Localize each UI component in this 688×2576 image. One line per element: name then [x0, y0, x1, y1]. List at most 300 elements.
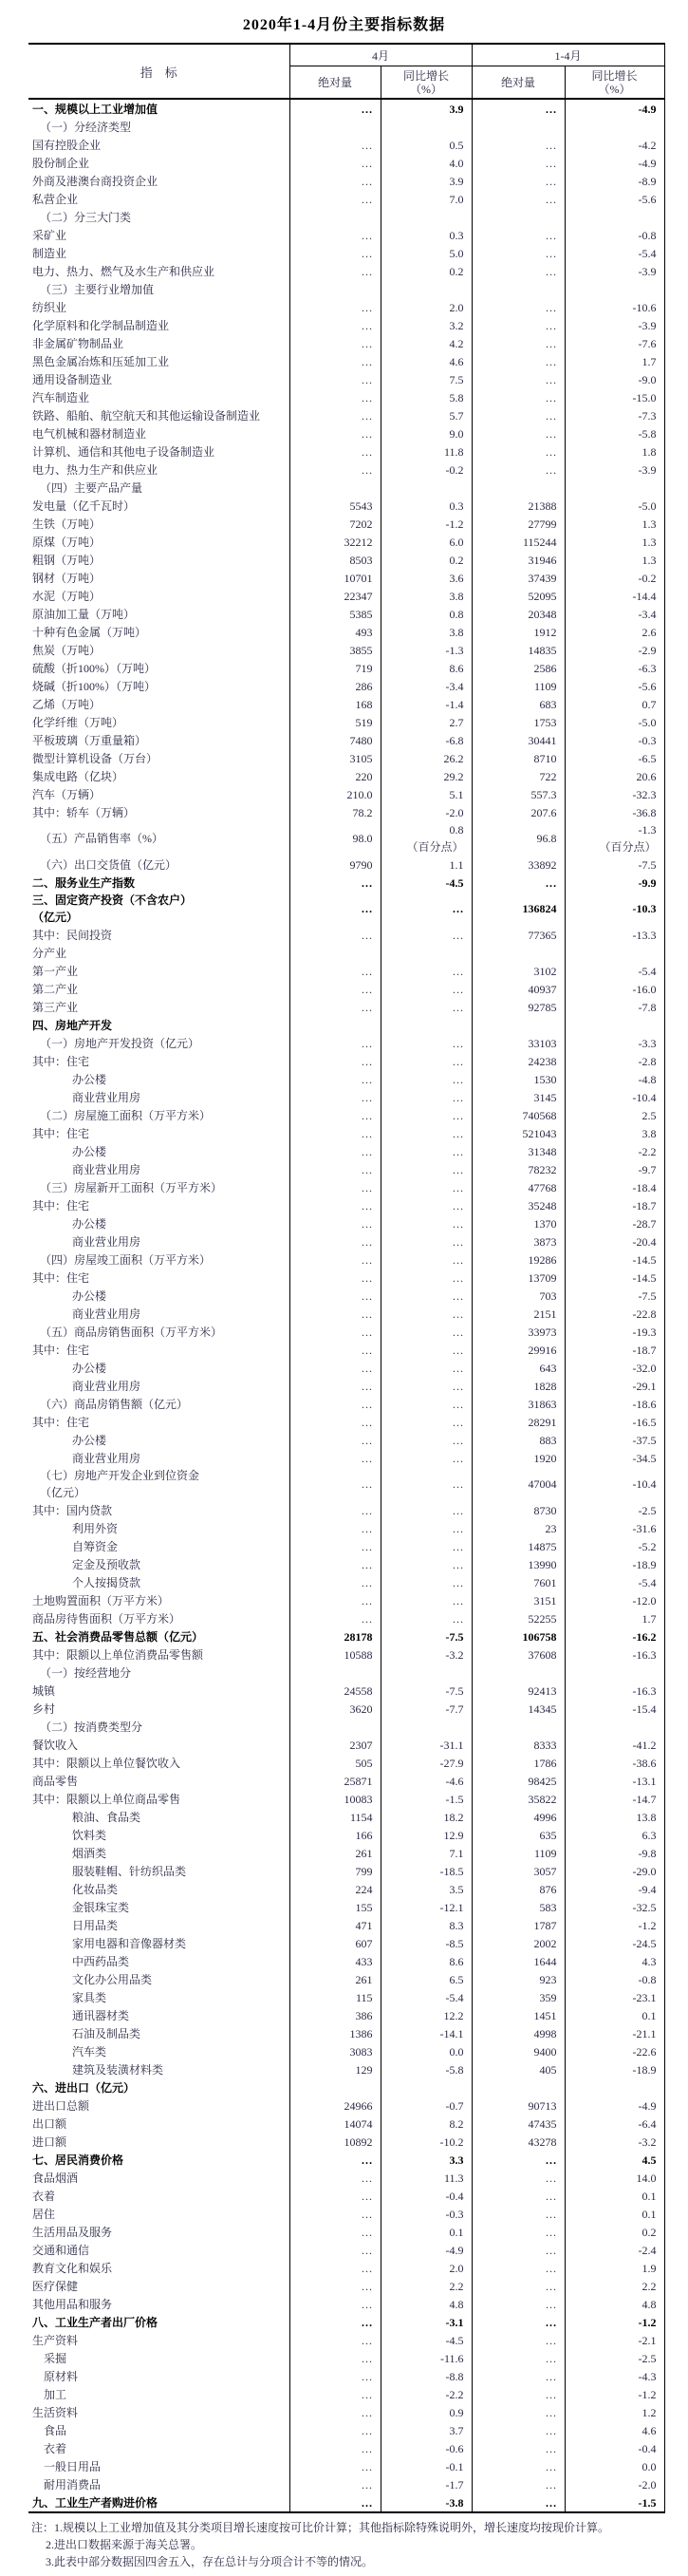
value-cell: -5.4 — [381, 1988, 472, 2006]
value-cell: … — [289, 172, 381, 190]
value-cell: -3.9 — [565, 262, 664, 280]
table-row — [28, 2457, 664, 2475]
value-cell: 1386 — [289, 2024, 381, 2042]
value-cell: 3.7 — [381, 2421, 472, 2439]
table-row — [28, 2385, 664, 2403]
value-cell: … — [381, 962, 472, 980]
value-cell: -14.4 — [565, 587, 664, 605]
value-cell: -16.0 — [565, 980, 664, 998]
table-row — [28, 1736, 664, 1754]
value-cell: 29916 — [472, 1341, 565, 1359]
table-row — [28, 1467, 664, 1501]
indicator-cell: 黑色金属冶炼和压延加工业 — [28, 352, 289, 370]
value-cell: … — [472, 2295, 565, 2313]
indicator-cell: （一）按经营地分 — [28, 1664, 289, 1682]
indicator-cell: 商品零售 — [28, 1772, 289, 1790]
value-cell: … — [289, 980, 381, 998]
value-cell: -11.6 — [381, 2349, 472, 2367]
value-cell: … — [289, 226, 381, 244]
value-cell: 1828 — [472, 1377, 565, 1395]
value-cell: 1753 — [472, 713, 565, 731]
value-cell: 521043 — [472, 1124, 565, 1142]
indicator-cell: 八、工业生产者出厂价格 — [28, 2313, 289, 2331]
table-row — [28, 2259, 664, 2277]
value-cell: 4.2 — [381, 334, 472, 352]
value-cell: 4.6 — [381, 352, 472, 370]
value-cell: -9.0 — [565, 370, 664, 388]
indicator-cell: （七）房地产开发企业到位资金 （亿元） — [28, 1467, 289, 1501]
table-row — [28, 2223, 664, 2241]
value-cell: 1786 — [472, 1754, 565, 1772]
value-cell: … — [472, 226, 565, 244]
table-row — [28, 1664, 664, 1682]
value-cell: … — [381, 1413, 472, 1431]
indicator-cell: 微型计算机设备（万台） — [28, 749, 289, 767]
indicator-cell: 电力、热力、燃气及水生产和供应业 — [28, 262, 289, 280]
value-cell: 13709 — [472, 1269, 565, 1287]
indicator-cell: 商业营业用房 — [28, 1232, 289, 1250]
value-cell: … — [289, 1537, 381, 1555]
value-cell: … — [381, 980, 472, 998]
value-cell: … — [289, 424, 381, 442]
value-cell: 5.7 — [381, 406, 472, 424]
indicator-cell: 四、房地产开发 — [28, 1016, 289, 1034]
indicator-cell: 中西药品类 — [28, 1952, 289, 1970]
table-row — [28, 1341, 664, 1359]
value-cell: -32.5 — [565, 1898, 664, 1916]
value-cell: … — [289, 1377, 381, 1395]
value-cell: -2.0 — [565, 2475, 664, 2493]
indicator-cell: 生活用品及服务 — [28, 2223, 289, 2241]
table-row — [28, 1088, 664, 1106]
value-cell: 33103 — [472, 1034, 565, 1052]
table-row — [28, 1808, 664, 1826]
value-cell: … — [472, 2169, 565, 2187]
value-cell: -16.2 — [565, 1627, 664, 1645]
value-cell: -9.4 — [565, 1880, 664, 1898]
value-cell: 0.2 — [381, 551, 472, 569]
value-cell: -6.8 — [381, 731, 472, 749]
value-cell: … — [289, 1609, 381, 1627]
value-cell: -38.6 — [565, 1754, 664, 1772]
value-cell: -10.6 — [565, 298, 664, 316]
value-cell: 2151 — [472, 1305, 565, 1323]
table-row — [28, 2187, 664, 2205]
value-cell: 0.7 — [565, 695, 664, 713]
value-cell: -4.9 — [565, 99, 664, 118]
table-row — [28, 605, 664, 623]
value-cell: 7480 — [289, 731, 381, 749]
indicator-cell: 办公楼 — [28, 1287, 289, 1305]
value-cell: -5.8 — [565, 424, 664, 442]
value-cell — [472, 2078, 565, 2097]
value-cell: 7.0 — [381, 190, 472, 208]
value-cell: 47004 — [472, 1467, 565, 1501]
value-cell: -2.9 — [565, 641, 664, 659]
value-cell: … — [289, 2241, 381, 2259]
indicator-cell: 其他用品和服务 — [28, 2295, 289, 2313]
value-cell: … — [289, 2385, 381, 2403]
value-cell: … — [289, 2439, 381, 2457]
indicator-cell: 非金属矿物制品业 — [28, 334, 289, 352]
header-april-absolute — [289, 66, 381, 100]
table-row — [28, 1880, 664, 1898]
value-cell: 0.8 — [381, 605, 472, 623]
value-cell: … — [289, 2259, 381, 2277]
value-cell: 78.2 — [289, 803, 381, 821]
indicator-cell: 其中：民间投资 — [28, 926, 289, 944]
value-cell: 3083 — [289, 2042, 381, 2060]
table-row — [28, 1232, 664, 1250]
value-cell: 799 — [289, 1862, 381, 1880]
value-cell: … — [472, 2385, 565, 2403]
table-header — [28, 44, 664, 99]
header-group-row — [28, 44, 664, 66]
value-cell: -14.5 — [565, 1269, 664, 1287]
value-cell: … — [381, 1196, 472, 1214]
value-cell: -23.1 — [565, 1988, 664, 2006]
indicators-table — [28, 43, 665, 2513]
value-cell: 27799 — [472, 515, 565, 533]
value-cell: -7.8 — [565, 998, 664, 1016]
value-cell — [472, 280, 565, 298]
indicator-cell: 第二产业 — [28, 980, 289, 998]
value-cell: 0.2 — [381, 262, 472, 280]
value-cell: -18.4 — [565, 1178, 664, 1196]
table-row — [28, 551, 664, 569]
indicator-cell: 化妆品类 — [28, 1880, 289, 1898]
value-cell: -8.5 — [381, 1934, 472, 1952]
value-cell: -18.5 — [381, 1862, 472, 1880]
value-cell: … — [381, 1214, 472, 1232]
indicator-cell: 办公楼 — [28, 1142, 289, 1160]
value-cell: -5.4 — [565, 962, 664, 980]
table-row — [28, 208, 664, 226]
value-cell: 28291 — [472, 1413, 565, 1431]
value-cell: 47768 — [472, 1178, 565, 1196]
value-cell: … — [381, 1555, 472, 1573]
indicator-cell: 商业营业用房 — [28, 1088, 289, 1106]
value-cell: -7.3 — [565, 406, 664, 424]
table-row — [28, 1718, 664, 1736]
table-row — [28, 99, 664, 118]
value-cell: -6.4 — [565, 2115, 664, 2133]
value-cell: -4.3 — [565, 2367, 664, 2385]
indicator-cell: （三）房屋新开工面积（万平方米） — [28, 1178, 289, 1196]
value-cell: -4.9 — [565, 2097, 664, 2115]
value-cell: 8333 — [472, 1736, 565, 1754]
value-cell: 4996 — [472, 1808, 565, 1826]
table-row — [28, 479, 664, 497]
value-cell: 10588 — [289, 1645, 381, 1664]
value-cell: … — [381, 1449, 472, 1467]
value-cell: -2.5 — [565, 1501, 664, 1519]
value-cell: 2.7 — [381, 713, 472, 731]
table-row — [28, 821, 664, 856]
value-cell: 26.2 — [381, 749, 472, 767]
value-cell: … — [289, 1323, 381, 1341]
value-cell: … — [289, 370, 381, 388]
table-row — [28, 2205, 664, 2223]
value-cell: 52255 — [472, 1609, 565, 1627]
value-cell: -14.1 — [381, 2024, 472, 2042]
value-cell: … — [289, 1305, 381, 1323]
value-cell: … — [289, 1088, 381, 1106]
value-cell: -37.5 — [565, 1431, 664, 1449]
table-row — [28, 1862, 664, 1880]
value-cell: … — [381, 1395, 472, 1413]
value-cell: 23 — [472, 1519, 565, 1537]
value-cell: 3.9 — [381, 99, 472, 118]
value-cell: … — [381, 1467, 472, 1501]
indicator-cell: 居住 — [28, 2205, 289, 2223]
value-cell — [472, 1718, 565, 1736]
value-cell: -0.2 — [565, 569, 664, 587]
value-cell: … — [381, 1377, 472, 1395]
indicator-cell: 铁路、船舶、航空航天和其他运输设备制造业 — [28, 406, 289, 424]
value-cell: -0.7 — [381, 2097, 472, 2115]
table-row — [28, 2115, 664, 2133]
value-cell: 261 — [289, 1844, 381, 1862]
indicator-cell: 通讯器材类 — [28, 2006, 289, 2024]
table-row — [28, 1124, 664, 1142]
value-cell: … — [472, 334, 565, 352]
value-cell: 2002 — [472, 1934, 565, 1952]
table-row — [28, 2367, 664, 2385]
value-cell: -0.8 — [565, 226, 664, 244]
indicator-cell: 耐用消费品 — [28, 2475, 289, 2493]
value-cell: … — [289, 388, 381, 406]
value-cell: 90713 — [472, 2097, 565, 2115]
header-indicator: 指 标 — [28, 44, 289, 99]
value-cell: 557.3 — [472, 785, 565, 803]
value-cell: … — [381, 1052, 472, 1070]
value-cell: 4.0 — [381, 154, 472, 172]
table-row — [28, 1988, 664, 2006]
value-cell: 30441 — [472, 731, 565, 749]
table-row — [28, 1323, 664, 1341]
value-cell: -5.4 — [565, 1573, 664, 1591]
table-row — [28, 316, 664, 334]
value-cell: -8.9 — [565, 172, 664, 190]
indicator-cell: （二）分三大门类 — [28, 208, 289, 226]
value-cell: 2.2 — [381, 2277, 472, 2295]
value-cell: … — [289, 2367, 381, 2385]
table-row — [28, 803, 664, 821]
table-row — [28, 2241, 664, 2259]
value-cell: 12.2 — [381, 2006, 472, 2024]
value-cell: 78232 — [472, 1160, 565, 1178]
indicator-cell: 粗钢（万吨） — [28, 551, 289, 569]
value-cell: … — [472, 154, 565, 172]
value-cell: 2.0 — [381, 2259, 472, 2277]
value-cell: 35822 — [472, 1790, 565, 1808]
value-cell: … — [381, 1591, 472, 1609]
value-cell: … — [289, 1124, 381, 1142]
value-cell: 0.1 — [381, 2223, 472, 2241]
value-cell: 3.8 — [565, 1124, 664, 1142]
indicator-cell: 建筑及装潢材料类 — [28, 2060, 289, 2078]
indicator-cell: 出口额 — [28, 2115, 289, 2133]
value-cell — [289, 2078, 381, 2097]
statistics-report-page — [0, 12, 688, 2576]
indicator-cell: 食品 — [28, 2421, 289, 2439]
value-cell: 6.3 — [565, 1826, 664, 1844]
indicator-cell: 石油及制品类 — [28, 2024, 289, 2042]
value-cell — [472, 479, 565, 497]
value-cell: 210.0 — [289, 785, 381, 803]
table-row — [28, 388, 664, 406]
value-cell: … — [289, 1196, 381, 1214]
table-row — [28, 370, 664, 388]
value-cell: -16.5 — [565, 1413, 664, 1431]
value-cell: … — [289, 2475, 381, 2493]
value-cell: 1.7 — [565, 352, 664, 370]
indicator-cell: 金银珠宝类 — [28, 1898, 289, 1916]
table-row — [28, 2151, 664, 2169]
header-absolute-label: 绝对量 — [317, 75, 352, 89]
value-cell: … — [289, 244, 381, 262]
value-cell: … — [289, 2331, 381, 2349]
indicator-cell: 饮料类 — [28, 1826, 289, 1844]
indicator-cell: 服装鞋帽、针纺织品类 — [28, 1862, 289, 1880]
indicator-cell: 商业营业用房 — [28, 1305, 289, 1323]
value-cell: … — [289, 2457, 381, 2475]
value-cell: 635 — [472, 1826, 565, 1844]
value-cell: -19.3 — [565, 1323, 664, 1341]
value-cell — [381, 1718, 472, 1736]
value-cell — [565, 944, 664, 962]
value-cell: 96.8 — [472, 821, 565, 856]
value-cell: … — [381, 1609, 472, 1627]
value-cell — [381, 944, 472, 962]
value-cell: 3.6 — [381, 569, 472, 587]
value-cell: 0.3 — [381, 226, 472, 244]
value-cell — [381, 208, 472, 226]
value-cell: … — [289, 1142, 381, 1160]
value-cell: -14.5 — [565, 1250, 664, 1269]
value-cell: 1.3 — [565, 515, 664, 533]
value-cell: 25871 — [289, 1772, 381, 1790]
value-cell: 2.0 — [381, 298, 472, 316]
value-cell: 5.8 — [381, 388, 472, 406]
value-cell: 7.5 — [381, 370, 472, 388]
indicator-cell: 进口额 — [28, 2133, 289, 2151]
value-cell: 1.8 — [565, 442, 664, 461]
value-cell: 1370 — [472, 1214, 565, 1232]
indicator-cell: 其中：限额以上单位餐饮收入 — [28, 1754, 289, 1772]
value-cell: 3620 — [289, 1700, 381, 1718]
value-cell: -1.3 — [381, 641, 472, 659]
value-cell: -4.5 — [381, 2331, 472, 2349]
indicator-cell: （六）出口交货值（亿元） — [28, 856, 289, 874]
indicator-cell: 教育文化和娱乐 — [28, 2259, 289, 2277]
value-cell: 224 — [289, 1880, 381, 1898]
table-row — [28, 2475, 664, 2493]
value-cell: … — [289, 316, 381, 334]
value-cell: … — [472, 2403, 565, 2421]
table-row — [28, 677, 664, 695]
indicator-cell: 纺织业 — [28, 298, 289, 316]
value-cell: 1787 — [472, 1916, 565, 1934]
value-cell: … — [472, 2241, 565, 2259]
value-cell: … — [289, 136, 381, 154]
value-cell: -2.5 — [565, 2349, 664, 2367]
indicator-cell: 采矿业 — [28, 226, 289, 244]
table-row — [28, 767, 664, 785]
value-cell — [289, 1016, 381, 1034]
indicator-cell: 乡村 — [28, 1700, 289, 1718]
value-cell: -4.5 — [381, 874, 472, 892]
value-cell: 14345 — [472, 1700, 565, 1718]
value-cell: … — [472, 2151, 565, 2169]
indicator-cell: 加工 — [28, 2385, 289, 2403]
table-row — [28, 334, 664, 352]
table-row — [28, 998, 664, 1016]
value-cell: -36.8 — [565, 803, 664, 821]
value-cell: … — [381, 1287, 472, 1305]
value-cell: 0.1 — [565, 2187, 664, 2205]
table-row — [28, 2006, 664, 2024]
table-row — [28, 1573, 664, 1591]
value-cell: -3.4 — [565, 605, 664, 623]
value-cell: … — [289, 2403, 381, 2421]
table-row — [28, 1555, 664, 1573]
value-cell: -16.3 — [565, 1645, 664, 1664]
value-cell: … — [289, 1359, 381, 1377]
table-row — [28, 190, 664, 208]
value-cell: 12.9 — [381, 1826, 472, 1844]
value-cell: 1.9 — [565, 2259, 664, 2277]
value-cell: … — [289, 2349, 381, 2367]
value-cell: … — [472, 2367, 565, 2385]
indicator-cell: 其中：住宅 — [28, 1413, 289, 1431]
table-row — [28, 2042, 664, 2060]
value-cell: 0.5 — [381, 136, 472, 154]
value-cell: 3.9 — [381, 172, 472, 190]
table-row — [28, 2295, 664, 2313]
value-cell: 386 — [289, 2006, 381, 2024]
value-cell: … — [472, 2277, 565, 2295]
value-cell: 24238 — [472, 1052, 565, 1070]
value-cell: -3.3 — [565, 1034, 664, 1052]
value-cell: … — [289, 1467, 381, 1501]
value-cell — [565, 118, 664, 136]
value-cell: -3.2 — [381, 1645, 472, 1664]
value-cell: -10.3 — [565, 892, 664, 926]
value-cell: … — [289, 1555, 381, 1573]
value-cell: … — [381, 1573, 472, 1591]
value-cell: … — [289, 1250, 381, 1269]
value-cell: -21.1 — [565, 2024, 664, 2042]
table-row — [28, 352, 664, 370]
value-cell: 6.5 — [381, 1970, 472, 1988]
value-cell: -20.4 — [565, 1232, 664, 1250]
indicator-cell: 私营企业 — [28, 190, 289, 208]
value-cell: -3.4 — [381, 677, 472, 695]
value-cell: … — [472, 424, 565, 442]
value-cell: … — [381, 1323, 472, 1341]
value-cell: -7.6 — [565, 334, 664, 352]
indicator-cell: 其中：住宅 — [28, 1269, 289, 1287]
indicator-cell: 其中：住宅 — [28, 1341, 289, 1359]
table-row — [28, 2349, 664, 2367]
value-cell: -3.2 — [565, 2133, 664, 2151]
table-row — [28, 874, 664, 892]
value-cell — [381, 479, 472, 497]
value-cell: 9.0 — [381, 424, 472, 442]
table-row — [28, 442, 664, 461]
